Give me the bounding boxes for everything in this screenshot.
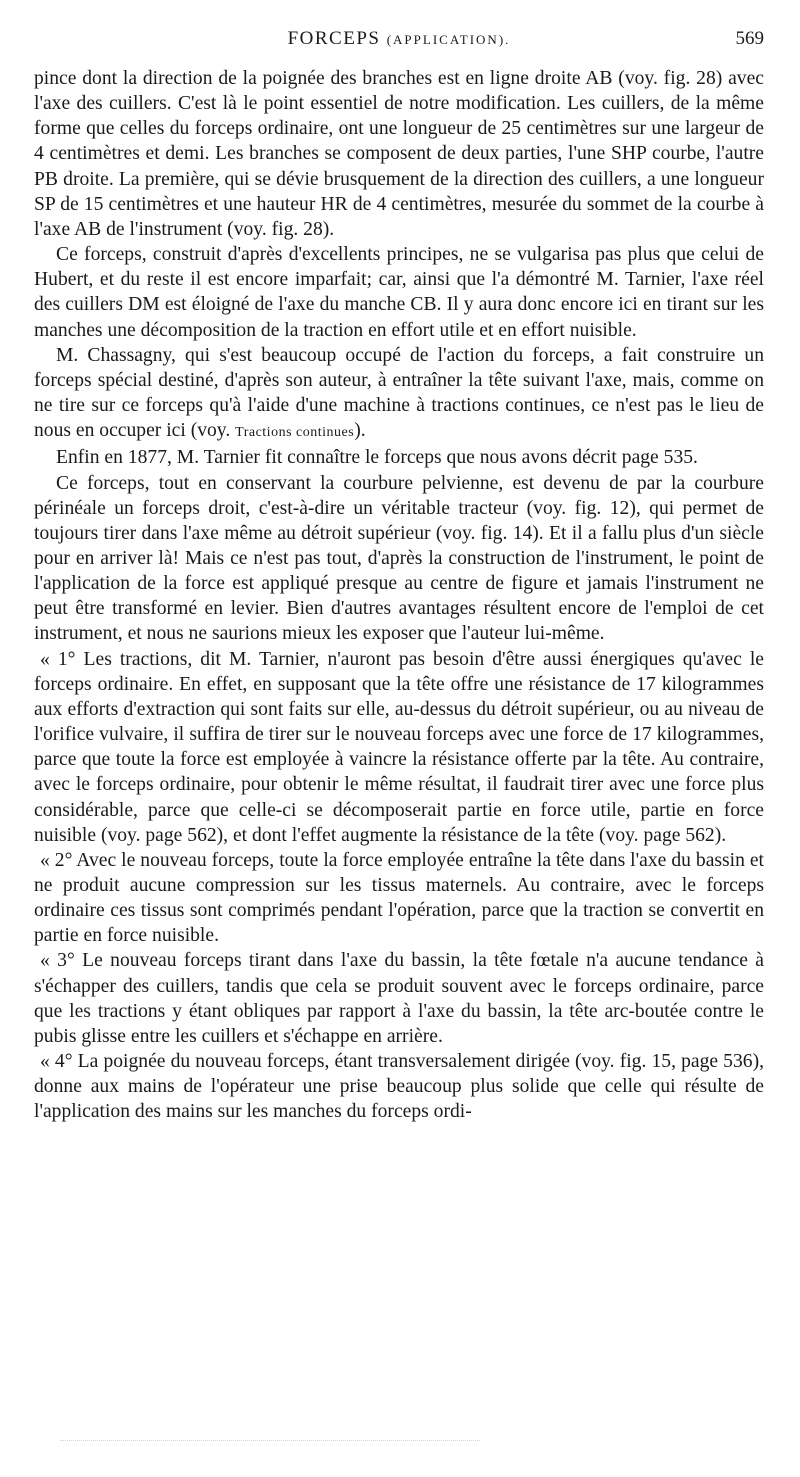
running-title: [34, 28, 764, 50]
body-text: [34, 66, 764, 1125]
page-number: 569: [735, 28, 764, 49]
paragraph-point-3: « 3° Le nouveau forceps tirant dans l'axe du bassin, la tête fœtale n'a aucune tendance à s'échapper des cuillers, tandis que cela se produit souvent avec le forceps ordinaire, parce que les tractions y étant obliques par rapport à l'axe du bassin, la tête arc-boutée contre le pubis glisse entre les cuillers et s'échappe en arrière.: [34, 950, 764, 1047]
smallcaps-reference: Tractions continues: [235, 425, 355, 441]
paragraph-point-1: « 1° Les tractions, dit M. Tarnier, n'auront pas besoin d'être aussi énergiques qu'avec le forceps ordinaire. En effet, en supposant que la tête offre une résistance de 17 kilogrammes aux efforts d'extraction qui sont faits sur elle, au-dessus du détroit supérieur, ou au niveau de l'orifice vulvaire, il suffira de tirer sur le nouveau forceps avec une force de 17 kilogrammes, parce que toute la force est employée à vaincre la résistance offerte par la tête. Au contraire, avec le forceps ordinaire, pour obtenir le même résultat, il faudrait tirer avec une force plus considérable, parce que celle-ci se décomposerait partie en force utile, partie en force nuisible (voy. page 562), et dont l'effet augmente la résistance de la tête (voy. page 562).: [34, 648, 764, 846]
paragraph-courbure: Ce forceps, tout en conservant la courbure pelvienne, est devenu de par la courbure périnéale un forceps droit, c'est-à-dire un véritable tracteur (voy. fig. 12), qui permet de toujours tirer dans l'axe même au détroit supérieur (voy. fig. 14). Et il a fallu plus d'un siècle pour en arriver là! Mais ce n'est pas tout, d'après la construction de l'instrument, le point de l'application de la force est appliqué presque au centre de figure et jamais l'instrument ne peut être transformé en levier. Bien d'autres avantages résultent encore de l'emploi de cet instrument, et nous ne saurions mieux les exposer que l'auteur lui-même.: [34, 472, 764, 645]
running-head: [34, 28, 764, 58]
paragraph-point-4: « 4° La poignée du nouveau forceps, étant transversalement dirigée (voy. fig. 15, page 536), donne aux mains de l'opérateur une prise beaucoup plus solide que celle qui résulte de l'application des mains sur les manches du forceps ordi-: [34, 1051, 764, 1123]
paragraph-hubert: Ce forceps, construit d'après d'excellents principes, ne se vulgarisa pas plus que celui de Hubert, et du reste il est encore imparfait; car, ainsi que l'a démontré M. Tarnier, l'axe réel des cuillers DM est éloigné de l'axe du manche CB. Il y aura donc encore ici en tirant sur les manches une décomposition de la traction en effort utile et en effort nuisible.: [34, 244, 764, 341]
page-footer-marks: [60, 1440, 480, 1445]
paragraph-point-2: « 2° Avec le nouveau forceps, toute la force employée entraîne la tête dans l'axe du bassin et ne produit aucune compression sur les tissus maternels. Au contraire, avec le forceps ordinaire ces tissus sont comprimés pendant l'opération, parce que la traction se convertit en partie en force nuisible.: [34, 849, 764, 947]
running-title-main: FORCEPS: [287, 28, 381, 49]
running-title-sub: (APPLICATION).: [386, 32, 511, 47]
chassagny-text: M. Chassagny, qui s'est beaucoup occupé de l'action du forceps, a fait construire un forceps spécial destiné, d'après son auteur, à entraîner la tête suivant l'axe, mais, comme on ne tire sur ce forceps qu'à l'aide d'une machine à tractions continues, ce n'est pas le lieu de nous en occuper ici (voy.: [34, 344, 764, 442]
paragraph-tarnier-1877: Enfin en 1877, M. Tarnier fit connaître le forceps que nous avons décrit page 535.: [56, 447, 698, 469]
paragraph-modification: pince dont la direction de la poignée des branches est en ligne droite AB (voy. fig. 28) avec l'axe des cuillers. C'est là le point essentiel de notre modification. Les cuillers, de la même forme que celles du forceps ordinaire, ont une longueur de 25 centimètres sur une largeur de 4 centimètres et demi. Les branches se composent de deux parties, l'une SHP courbe, l'autre PB droite. La première, qui se dévie brusquement de la direction des cuillers, a une longueur SP de 15 centimètres et une hauteur HR de 4 centimètres, mesurée du sommet de la courbe à l'axe AB de l'instrument (voy. fig. 28).: [34, 68, 764, 240]
chassagny-end: ).: [354, 420, 366, 442]
paragraph-chassagny: [34, 343, 764, 446]
